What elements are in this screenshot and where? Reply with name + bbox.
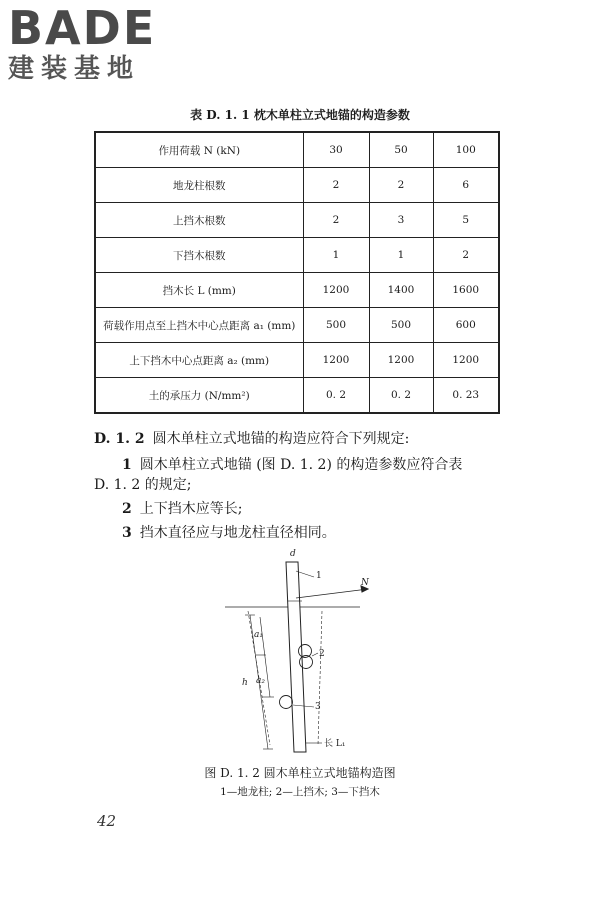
figure-caption: 图 D. 1. 2 圆木单柱立式地锚构造图 bbox=[204, 766, 396, 780]
table-cell: 3 bbox=[369, 203, 433, 238]
table-title: 表 D. 1. 1 枕木单柱立式地锚的构造参数 bbox=[190, 108, 410, 122]
table-cell: 2 bbox=[303, 168, 369, 203]
row-label: 上下挡木中心点距离 a₂ (mm) bbox=[95, 343, 303, 378]
label-3: 3 bbox=[315, 702, 321, 712]
brand-logo bbox=[8, 1, 157, 84]
table-cell: 1200 bbox=[303, 273, 369, 308]
table-cell: 6 bbox=[433, 168, 499, 203]
row-label: 上挡木根数 bbox=[95, 203, 303, 238]
table-cell: 1200 bbox=[433, 343, 499, 378]
label-force: N bbox=[361, 578, 369, 588]
lower-block bbox=[280, 696, 293, 709]
table-cell: 5 bbox=[433, 203, 499, 238]
table-cell: 1600 bbox=[433, 273, 499, 308]
soil-boundary-right bbox=[318, 611, 322, 745]
table-cell: 2 bbox=[303, 203, 369, 238]
label-h: h bbox=[242, 678, 248, 688]
list-item-continuation: D. 1. 2 的规定; bbox=[94, 477, 192, 493]
label-d: d bbox=[290, 549, 296, 559]
table-cell: 0. 2 bbox=[303, 378, 369, 414]
section-text: 圆木单柱立式地锚的构造应符合下列规定: bbox=[152, 431, 410, 447]
label-length: 长 L₁ bbox=[324, 739, 346, 749]
force-line bbox=[296, 589, 368, 598]
table-cell: 30 bbox=[303, 132, 369, 168]
label-a2: a₂ bbox=[256, 676, 265, 686]
table-cell: 50 bbox=[369, 132, 433, 168]
table-cell: 0. 23 bbox=[433, 378, 499, 414]
table-cell: 1200 bbox=[303, 343, 369, 378]
table-row bbox=[95, 168, 499, 203]
table-cell: 1400 bbox=[369, 273, 433, 308]
row-label: 地龙柱根数 bbox=[95, 168, 303, 203]
list-item: 3 挡木直径应与地龙柱直径相同。 bbox=[122, 525, 336, 541]
list-item: 2 上下挡木应等长; bbox=[122, 501, 243, 517]
table-cell: 1 bbox=[369, 238, 433, 273]
table-row bbox=[95, 273, 499, 308]
table-row bbox=[95, 132, 499, 168]
table-row bbox=[95, 203, 499, 238]
table-row bbox=[95, 343, 499, 378]
row-label: 土的承压力 (N/mm²) bbox=[95, 378, 303, 414]
label-2: 2 bbox=[319, 649, 325, 659]
table-cell: 0. 2 bbox=[369, 378, 433, 414]
row-label: 荷载作用点至上挡木中心点距离 a₁ (mm) bbox=[95, 308, 303, 343]
table-cell: 2 bbox=[369, 168, 433, 203]
label-a1: a₁ bbox=[254, 630, 263, 640]
row-label: 下挡木根数 bbox=[95, 238, 303, 273]
logo-subtitle: 建装基地 bbox=[8, 54, 141, 84]
table-cell: 600 bbox=[433, 308, 499, 343]
table-cell: 1 bbox=[303, 238, 369, 273]
row-label: 挡木长 L (mm) bbox=[95, 273, 303, 308]
table-cell: 500 bbox=[303, 308, 369, 343]
parameter-table bbox=[94, 131, 500, 414]
table-row bbox=[95, 378, 499, 414]
logo-text: BADE bbox=[8, 1, 157, 55]
table-row bbox=[95, 308, 499, 343]
table-cell: 2 bbox=[433, 238, 499, 273]
page-number: 42 bbox=[97, 812, 117, 830]
anchor-diagram bbox=[210, 545, 390, 757]
table-cell: 500 bbox=[369, 308, 433, 343]
section-number: D. 1. 2 bbox=[94, 431, 145, 447]
figure-legend: 1—地龙柱; 2—上挡木; 3—下挡木 bbox=[220, 786, 380, 798]
table-cell: 100 bbox=[433, 132, 499, 168]
row-label: 作用荷载 N (kN) bbox=[95, 132, 303, 168]
section-heading bbox=[94, 429, 409, 449]
table-row bbox=[95, 238, 499, 273]
label-1: 1 bbox=[316, 571, 322, 581]
list-item: 1 圆木单柱立式地锚 (图 D. 1. 2) 的构造参数应符合表 bbox=[122, 457, 463, 473]
table-cell: 1200 bbox=[369, 343, 433, 378]
